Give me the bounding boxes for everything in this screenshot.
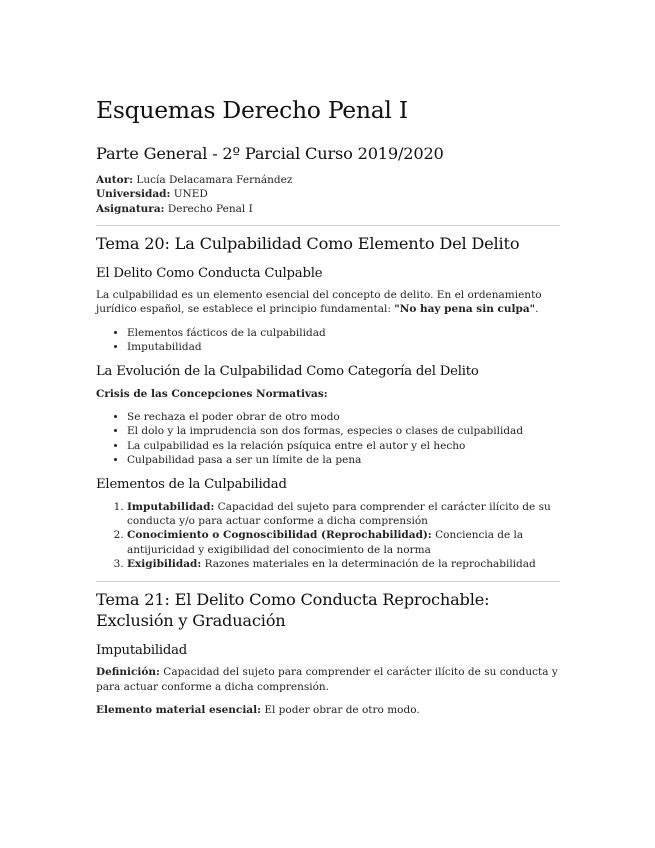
- meta-university-label: Universidad:: [96, 188, 171, 201]
- list-item: • Se rechaza el poder obrar de otro modo: [127, 410, 560, 424]
- list-item: [127, 528, 560, 557]
- section-heading-evolucion: La Evolución de la Culpabilidad Como Categoría del Delito: [96, 364, 479, 380]
- list-item-term: Conocimiento o Cognoscibilidad (Reprochabilidad):: [127, 529, 432, 542]
- list-item-text: Conciencia de la antijuricidad y exigibilidad del conocimiento de la norma: [127, 529, 524, 556]
- divider: [96, 581, 560, 582]
- meta-subject-label: Asignatura:: [96, 202, 165, 215]
- meta-author-value: Lucía Delacamara Fernández: [136, 173, 293, 186]
- definition-text: Capacidad del sujeto para comprender el carácter ilícito de su conducta y para actuar conforme a dicha comprensión.: [96, 666, 558, 693]
- crisis-label-paragraph: [96, 387, 560, 401]
- list-item: [127, 500, 560, 529]
- list-item: • El dolo y la imprudencia son dos formas, especies o clases de culpabilidad: [127, 424, 560, 438]
- section-heading-imputabilidad: Imputabilidad: [96, 643, 188, 659]
- document-title: Esquemas Derecho Penal I: [96, 96, 408, 124]
- bullet-list-culpable: [96, 326, 560, 355]
- definition-paragraph: [96, 665, 560, 693]
- document-meta: [96, 173, 560, 217]
- list-item: [127, 557, 560, 571]
- meta-university-value: UNED: [173, 188, 208, 201]
- section-heading-elementos: Elementos de la Culpabilidad: [96, 477, 287, 493]
- definition-label: Definición:: [96, 666, 160, 679]
- list-item: • Culpabilidad pasa a ser un límite de la pena: [127, 453, 560, 467]
- tema-20-heading: Tema 20: La Culpabilidad Como Elemento Del Delito: [96, 234, 520, 254]
- meta-university: [96, 187, 560, 202]
- element-text: El poder obrar de otro modo.: [260, 703, 420, 716]
- crisis-label: Crisis de las Concepciones Normativas:: [96, 387, 328, 400]
- list-item: • Elementos fácticos de la culpabilidad: [127, 326, 560, 340]
- list-item-text: Capacidad del sujeto para comprender el carácter ilícito de su conducta y/o para actuar conforme a dicha comprensión: [127, 500, 551, 527]
- divider: [96, 225, 560, 226]
- list-item-term: Exigibilidad:: [127, 558, 202, 571]
- list-item-text: Razones materiales en la determinación de la reprochabilidad: [201, 558, 536, 571]
- list-item: • Imputabilidad: [127, 340, 560, 354]
- tema-21-heading: Tema 21: El Delito Como Conducta Reprochable: Exclusión y Graduación: [96, 589, 490, 631]
- paragraph-end: .: [535, 303, 539, 316]
- principle-quote: "No hay pena sin culpa": [394, 303, 536, 316]
- document-subtitle: Parte General - 2º Parcial Curso 2019/2020: [96, 144, 444, 164]
- meta-subject-value: Derecho Penal I: [167, 202, 253, 215]
- paragraph-culpabilidad: [96, 288, 560, 316]
- meta-subject: [96, 202, 560, 217]
- element-paragraph: [96, 703, 560, 717]
- numbered-list-elementos: [96, 500, 560, 572]
- meta-author: [96, 173, 560, 188]
- paragraph-text: La culpabilidad es un elemento esencial del concepto de delito. En el ordenamiento jurídico español, se establece el principio fundamental:: [96, 289, 542, 316]
- list-item-term: Imputabilidad:: [127, 500, 215, 513]
- list-item: • La culpabilidad es la relación psíquica entre el autor y el hecho: [127, 439, 560, 453]
- bullet-list-crisis: [96, 410, 560, 468]
- element-label: Elemento material esencial:: [96, 703, 261, 716]
- meta-author-label: Autor:: [96, 173, 134, 186]
- document-content: [96, 96, 560, 726]
- section-heading-delito-culpable: El Delito Como Conducta Culpable: [96, 265, 323, 281]
